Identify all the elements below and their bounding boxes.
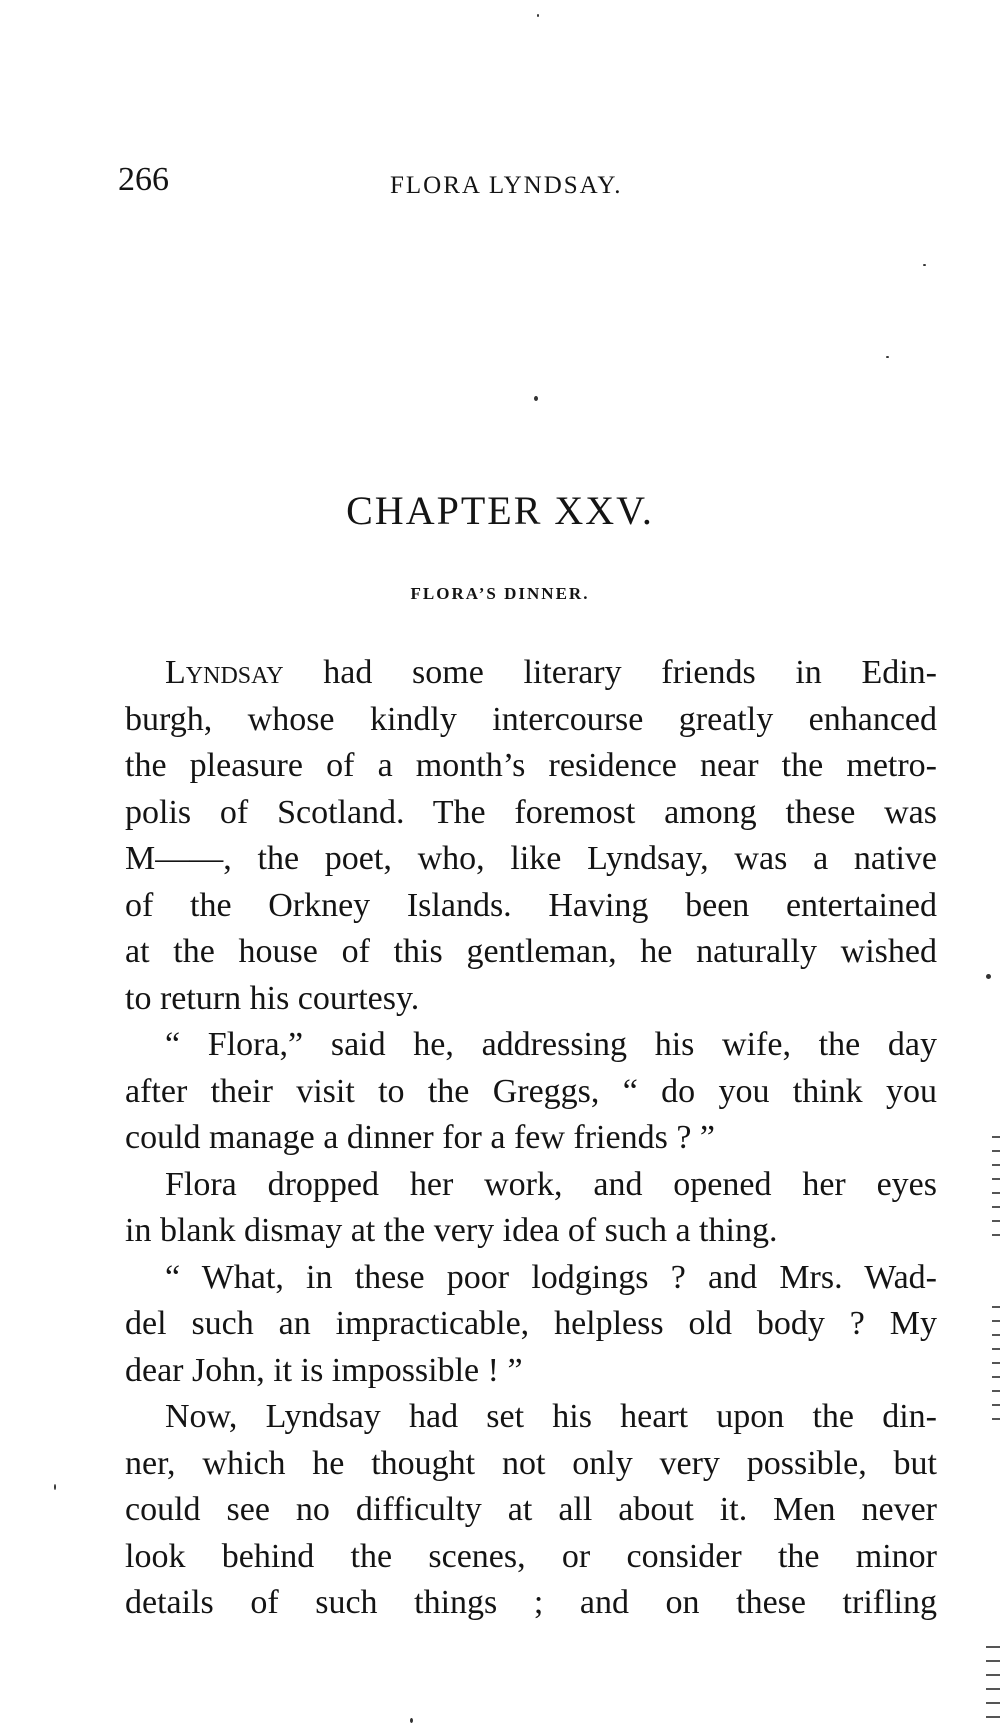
text-line-9: “ Flora,” said he, addressing his wife, the day (165, 1026, 937, 1063)
text-line-12: Flora dropped her work, and opened her eyes (165, 1165, 937, 1203)
text-line-11: could manage a dinner for a few friends ? ” (125, 1119, 716, 1156)
text-line-15: del such an impracticable, helpless old body ? My (125, 1305, 937, 1342)
scan-speck (923, 264, 926, 266)
chapter-body (125, 650, 937, 1627)
text-line-21: details of such things ; and on these trifling (125, 1584, 937, 1621)
text-line-20: look behind the scenes, or consider the minor (125, 1537, 937, 1575)
scan-speck (410, 1718, 413, 1723)
running-head: FLORA LYNDSAY. (390, 172, 623, 199)
text-line-2: burgh, whose kindly intercourse greatly enhanced (125, 700, 937, 738)
text-line-1: Lyndsay had some literary friends in Edin- (165, 654, 937, 691)
text-line-19: could see no difficulty at all about it. Men never (125, 1491, 937, 1528)
text-line-3: the pleasure of a month’s residence near the metro- (125, 747, 937, 784)
text-line-5: M——, the poet, who, like Lyndsay, was a native (125, 840, 937, 877)
text-line-4: polis of Scotland. The foremost among these was (125, 793, 937, 831)
text-line-7: at the house of this gentleman, he naturally wished (125, 933, 937, 970)
scan-speck (537, 14, 539, 17)
page-number: 266 (118, 161, 169, 198)
text-line-6: of the Orkney Islands. Having been entertained (125, 886, 937, 924)
page-edge-noise (986, 1640, 1000, 1730)
text-line-17: Now, Lyndsay had set his heart upon the din- (165, 1398, 937, 1435)
text-line-13: in blank dismay at the very idea of such a thing. (125, 1212, 778, 1249)
scan-speck (54, 1484, 56, 1490)
scan-speck (886, 356, 889, 358)
text-line-14: “ What, in these poor lodgings ? and Mrs. Wad- (165, 1258, 937, 1296)
chapter-subtitle: FLORA’S DINNER. (410, 584, 590, 603)
text-line-18: ner, which he thought not only very possible, but (125, 1444, 937, 1482)
scan-speck (534, 396, 538, 401)
text-line-8: to return his courtesy. (125, 979, 420, 1017)
chapter-title: CHAPTER XXV. (346, 488, 654, 533)
text-line-10: after their visit to the Greggs, “ do you think you (125, 1072, 937, 1110)
text-line-16: dear John, it is impossible ! ” (125, 1351, 523, 1389)
page-edge-noise (992, 1130, 1000, 1240)
drop-word: Lyndsay (165, 654, 284, 691)
page-edge-noise (992, 1300, 1000, 1420)
scan-speck (986, 974, 991, 979)
